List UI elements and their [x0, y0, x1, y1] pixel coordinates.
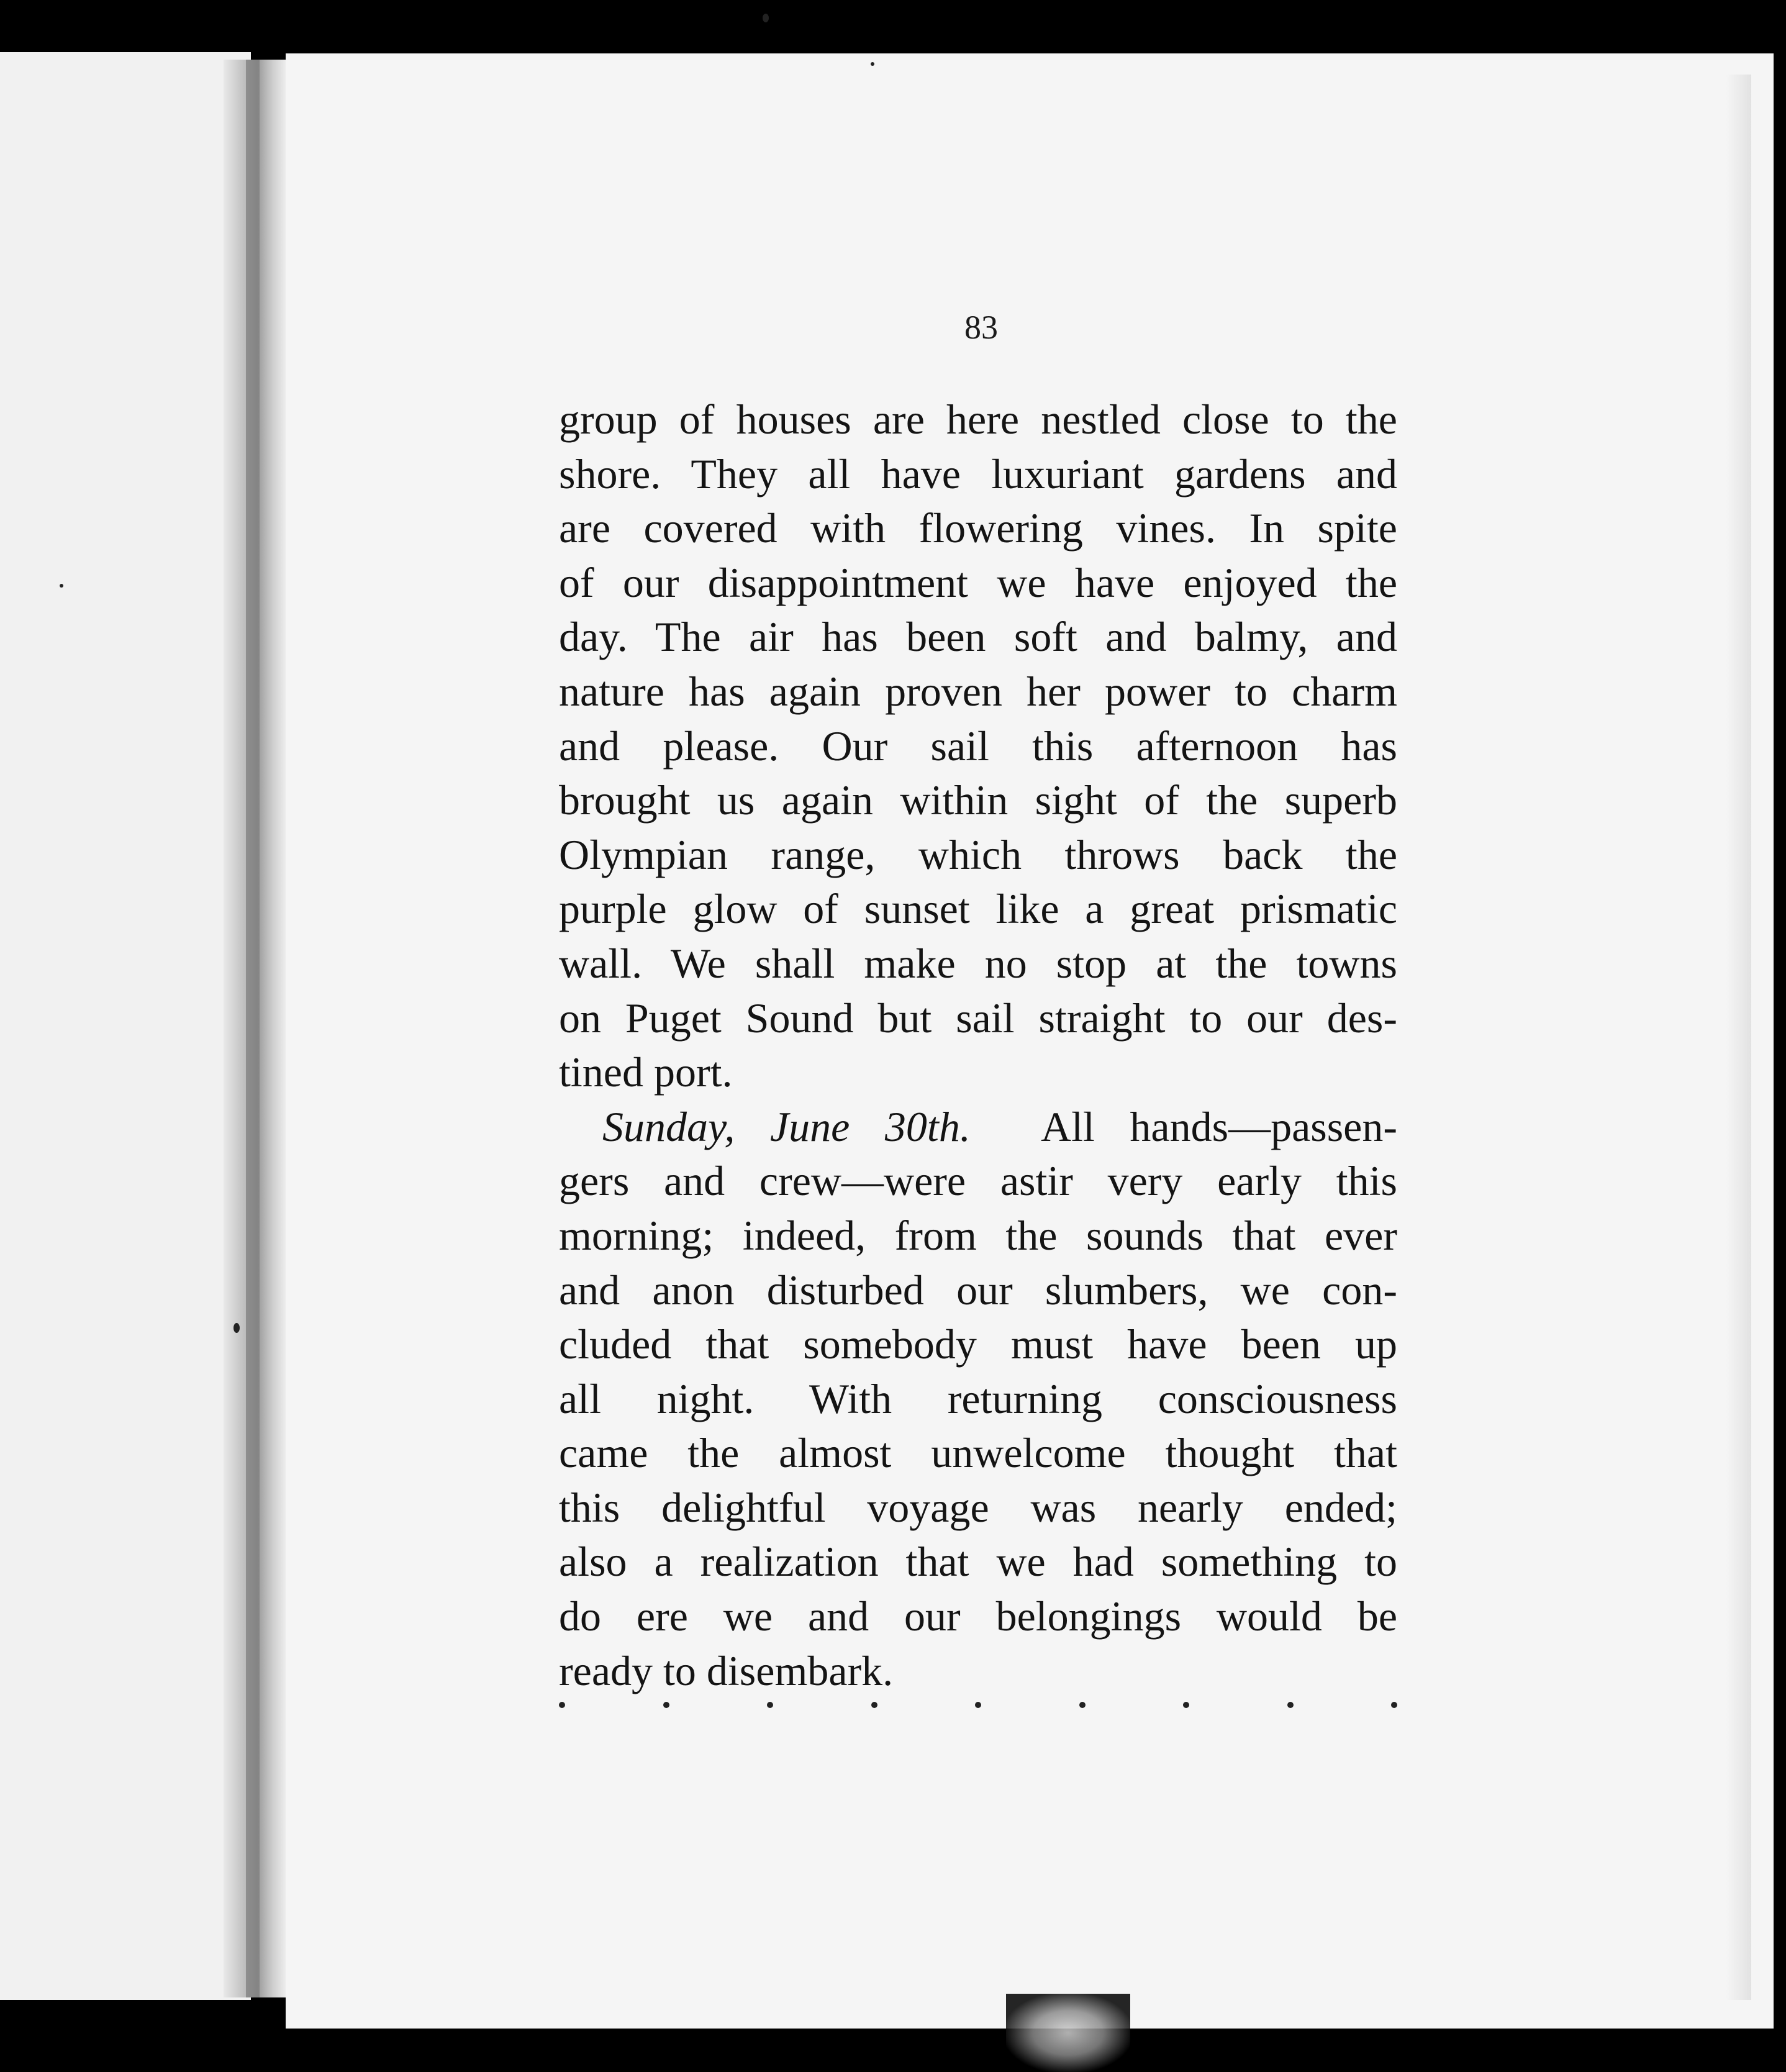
ellipsis-dot: [767, 1702, 773, 1708]
text-line: all night. With returning consciousness: [559, 1375, 1397, 1422]
bottom-scan-smudge: [1006, 1994, 1130, 2072]
ellipsis-dot: [559, 1702, 565, 1708]
ellipsis-dot: [1287, 1702, 1294, 1708]
text-line: morning; indeed, from the sounds that ever: [559, 1211, 1397, 1259]
text-line: and please. Our sail this afternoon has: [559, 722, 1397, 770]
page-number: 83: [964, 309, 998, 346]
text-line: brought us again within sight of the superb: [559, 776, 1397, 824]
entry-heading-line: [559, 1100, 1397, 1155]
text-line: purple glow of sunset like a great prismatic: [559, 885, 1397, 933]
text-line: cluded that somebody must have been up: [559, 1320, 1397, 1368]
text-line: also a realization that we had something to: [559, 1538, 1397, 1586]
text-line: of our disappointment we have enjoyed the: [559, 558, 1397, 606]
page-edge-shadow: [1726, 75, 1751, 2000]
entry-date: Sunday, June 30th.: [602, 1102, 971, 1150]
text-line: on Puget Sound but sail straight to our des-: [559, 994, 1397, 1042]
text-line: Olympian range, which throws back the: [559, 830, 1397, 878]
ellipsis-dot: [663, 1702, 669, 1708]
text-line: day. The air has been soft and balmy, and: [559, 613, 1397, 661]
body-text: [559, 393, 1397, 1698]
text-line: shore. They all have luxuriant gardens and: [559, 450, 1397, 498]
ellipsis-dot: [1079, 1702, 1086, 1708]
spine-shadow: [246, 60, 260, 1997]
text-line: ready to disembark.: [559, 1647, 894, 1694]
speck: [233, 1323, 240, 1333]
speck: [871, 62, 874, 66]
section-break-dots: [559, 1702, 1397, 1708]
text-line: and anon disturbed our slumbers, we con-: [559, 1266, 1397, 1314]
text-line: nature has again proven her power to charm: [559, 667, 1397, 715]
text-line: wall. We shall make no stop at the towns: [559, 939, 1397, 987]
ellipsis-dot: [871, 1702, 877, 1708]
text-line: are covered with flowering vines. In spite: [559, 504, 1397, 552]
text-line: group of houses are here nestled close to the: [559, 396, 1397, 443]
text-line: gers and crew—were astir very early this: [559, 1157, 1397, 1205]
text-line: tined port.: [559, 1048, 733, 1096]
ellipsis-dot: [975, 1702, 981, 1708]
entry-first-line-text: All hands—passen-: [1040, 1102, 1397, 1150]
ellipsis-dot: [1391, 1702, 1397, 1708]
speck: [60, 584, 63, 588]
text-line: this delightful voyage was nearly ended;: [559, 1483, 1397, 1531]
ellipsis-dot: [1183, 1702, 1189, 1708]
text-line: do ere we and our belongings would be: [559, 1593, 1397, 1640]
left-page-blank: [0, 52, 251, 2000]
speck: [763, 14, 769, 22]
text-line: came the almost unwelcome thought that: [559, 1429, 1397, 1477]
